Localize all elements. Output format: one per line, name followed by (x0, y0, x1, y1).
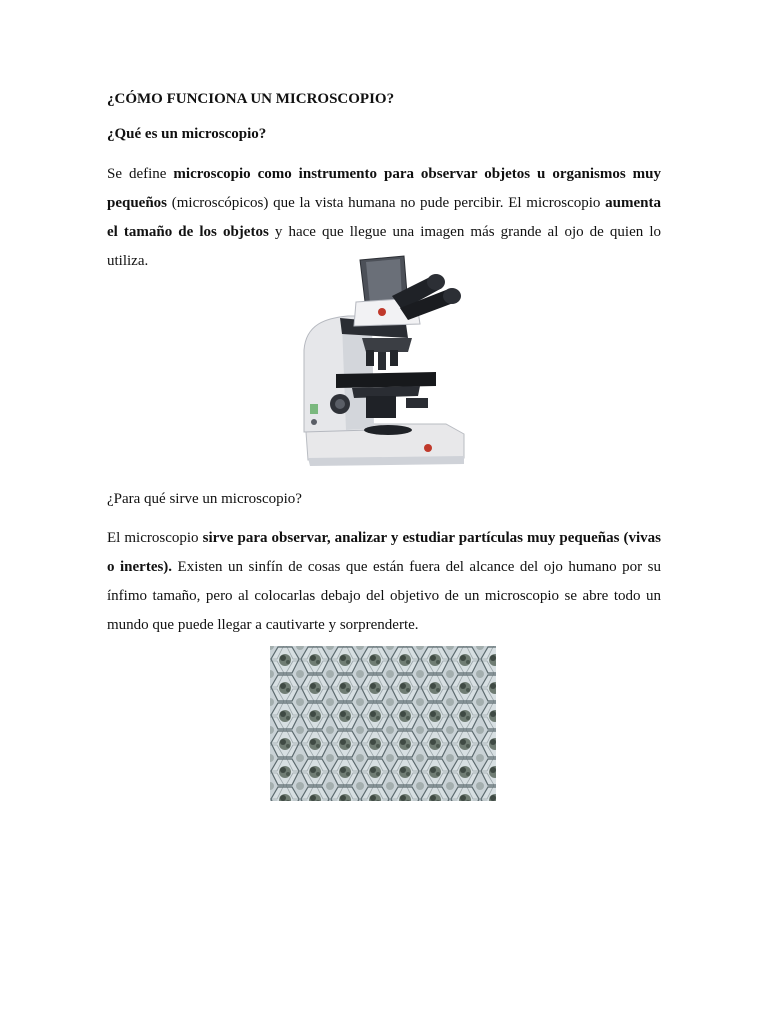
text-span: (microscópicos) que la vista humana no pude percibir. El microscopio (167, 195, 606, 211)
section-heading-what-is: ¿Qué es un microscopio? (107, 126, 267, 142)
microscope-image (296, 254, 472, 472)
paragraph-purpose (107, 524, 661, 640)
document-title: ¿CÓMO FUNCIONA UN MICROSCOPIO? (107, 91, 395, 107)
text-span: y hace que llegue una imagen más grande al ojo de quien lo utiliza. (107, 224, 661, 269)
text-span: El microscopio (107, 530, 203, 546)
bold-span: aumenta el tamaño de los objetos (107, 195, 661, 240)
cells-micrograph-image (270, 646, 496, 801)
text-span: Se define (107, 166, 174, 182)
text-span: Existen un sinfín de cosas que están fuera del alcance del ojo humano por su ínfimo tamaño, pero al colocarlas debajo del objetivo de un microscopio se abre todo un mundo que puede llegar a cautivarte y sorprenderte. (107, 559, 661, 633)
section-heading-what-for: ¿Para qué sirve un microscopio? (107, 491, 302, 507)
bold-span: microscopio como instrumento para observar objetos u organismos muy pequeños (107, 166, 661, 211)
bold-span: sirve para observar, analizar y estudiar partículas muy pequeñas (vivas o inertes). (107, 530, 661, 575)
